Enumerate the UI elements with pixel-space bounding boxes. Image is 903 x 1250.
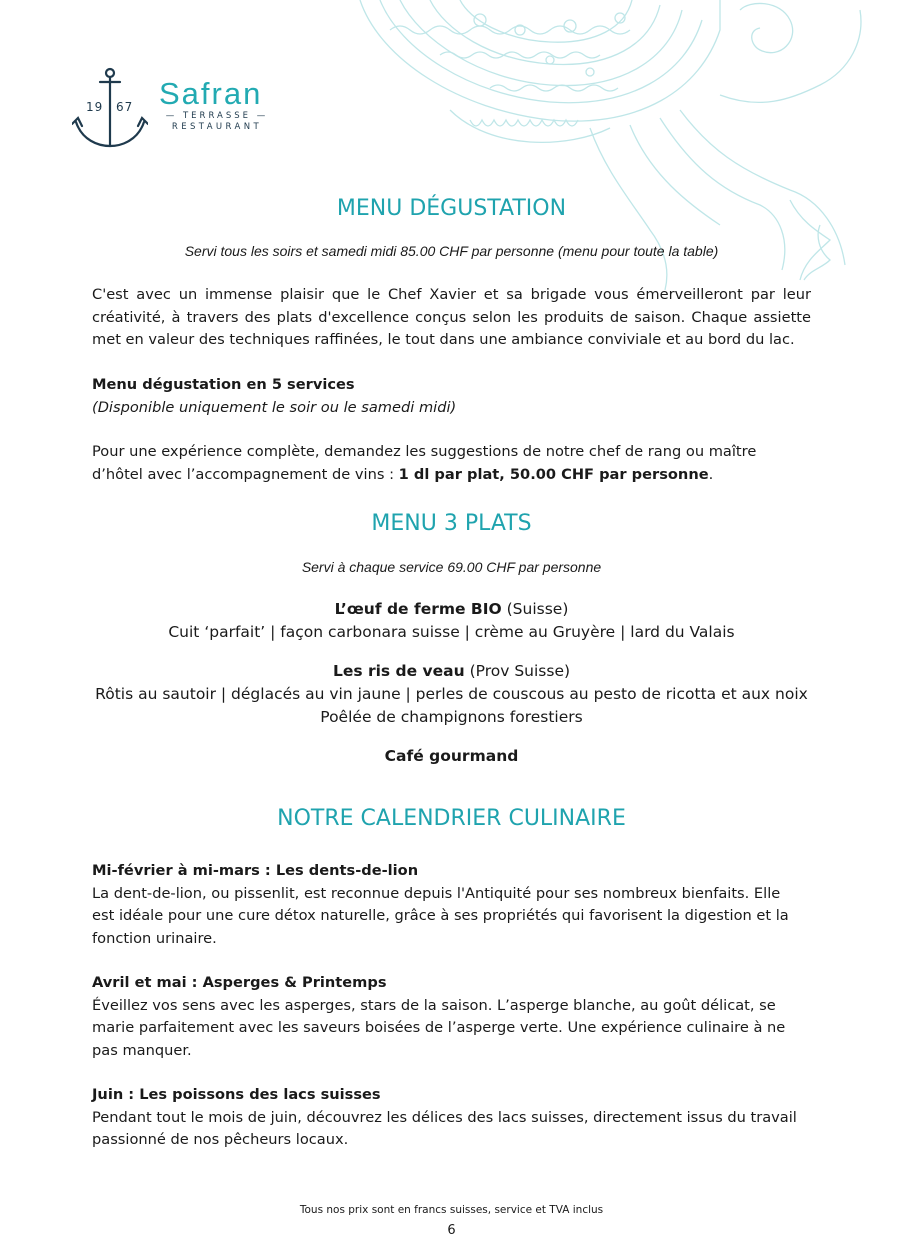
calendar-entry-line: Éveillez vos sens avec les asperges, stars de la saison. L’asperge blanche, au goût délicat, se: [92, 996, 776, 1014]
dish-description: Rôtis au sautoir | déglacés au vin jaune | perles de couscous au pesto de ricotta et aux noix: [95, 685, 808, 703]
dish-item: [0, 598, 903, 644]
brand-restaurant: RESTAURANT: [171, 122, 263, 132]
calendar-entry-heading: Mi-février à mi-mars : Les dents-de-lion: [92, 862, 419, 879]
calendar-entry-line: est idéale pour une cure détox naturelle, grâce à ses propriétés qui favorisent la digestion et la: [92, 907, 789, 924]
dish-heading: [0, 660, 903, 683]
brand-year-right: 67: [116, 100, 134, 114]
dish-item: [0, 660, 903, 729]
dish-item: [0, 745, 903, 768]
menu-3-plats-title: MENU 3 PLATS: [371, 511, 532, 536]
menu-degustation-note: Servi tous les soirs et samedi midi 85.00 CHF par personne (menu pour toute la table): [184, 243, 719, 259]
dish-name: Café gourmand: [384, 747, 519, 765]
wine-end: .: [708, 465, 714, 483]
calendar-entry-line: pas manquer.: [92, 1041, 192, 1059]
dish-description: Poêlée de champignons forestiers: [320, 708, 583, 726]
calendar-entry-line: Pendant tout le mois de juin, découvrez les délices des lacs suisses, directement issus du travail: [92, 1108, 797, 1126]
brand-line1: — TERRASSE —: [165, 111, 269, 121]
intro-line: met en valeur des techniques raffinées, le tout dans une ambiance conviviale et au bord du lac.: [92, 331, 795, 348]
menu-3-plats-note: Servi à chaque service 69.00 CHF par personne: [301, 559, 602, 575]
calendar-entry-line: passionné de nos pêcheurs locaux.: [92, 1131, 349, 1148]
wine-price: 1 dl par plat, 50.00 CHF par personne: [398, 465, 709, 483]
wine-text: d’hôtel avec l’accompagnement de vins :: [92, 465, 399, 483]
calendar-entry-line: fonction urinaire.: [92, 929, 217, 947]
brand-logo: [72, 66, 292, 150]
anchor-icon: [72, 66, 148, 150]
brand-terrasse: [159, 111, 275, 121]
calendar-entry-heading: Juin : Les poissons des lacs suisses: [92, 1086, 381, 1103]
services-label: Menu dégustation en 5 services: [92, 376, 355, 393]
calendar-entry-line: marie parfaitement avec les saveurs boisées de l’asperge verte. Une expérience culinaire à ne: [92, 1019, 786, 1036]
dish-description: Cuit ‘parfait’ | façon carbonara suisse | crème au Gruyère | lard du Valais: [168, 623, 735, 641]
calendrier-title: NOTRE CALENDRIER CULINAIRE: [277, 806, 626, 831]
dish-heading: [0, 745, 903, 768]
menu-degustation-wine: [92, 441, 811, 486]
dish-heading: [0, 598, 903, 621]
page-number: 6: [447, 1223, 456, 1238]
calendar-entry: [92, 1084, 811, 1152]
brand-year-left: 19: [86, 100, 104, 114]
dish-origin: (Prov Suisse): [464, 662, 571, 680]
brand-name: Safran: [159, 76, 263, 111]
calendar-entry-line: La dent-de-lion, ou pissenlit, est reconnue depuis l'Antiquité pour ses nombreux bienfaits. Elle: [92, 884, 781, 902]
intro-line: C'est avec un immense plaisir que le Chef Xavier et sa brigade vous émerveilleront par leur: [92, 286, 811, 303]
intro-line: créativité, à travers des plats d'excellence conçus selon les produits de saison. Chaque assiette: [92, 308, 811, 326]
calendar-entry: [92, 972, 811, 1062]
calendar-entry-heading: Avril et mai : Asperges & Printemps: [92, 974, 387, 991]
calendar-entry: [92, 860, 811, 950]
wine-line: [92, 464, 811, 487]
dish-name: L’œuf de ferme BIO: [334, 600, 502, 618]
services-note: (Disponible uniquement le soir ou le samedi midi): [92, 398, 457, 416]
wine-line: Pour une expérience complète, demandez les suggestions de notre chef de rang ou maître: [92, 443, 757, 460]
footer-note: Tous nos prix sont en francs suisses, service et TVA inclus: [299, 1204, 604, 1216]
menu-degustation-intro: [92, 284, 811, 352]
dish-name: Les ris de veau: [332, 662, 465, 680]
menu-degustation-title: MENU DÉGUSTATION: [336, 196, 567, 221]
dish-origin: (Suisse): [501, 600, 569, 618]
menu-degustation-services: [92, 374, 811, 419]
